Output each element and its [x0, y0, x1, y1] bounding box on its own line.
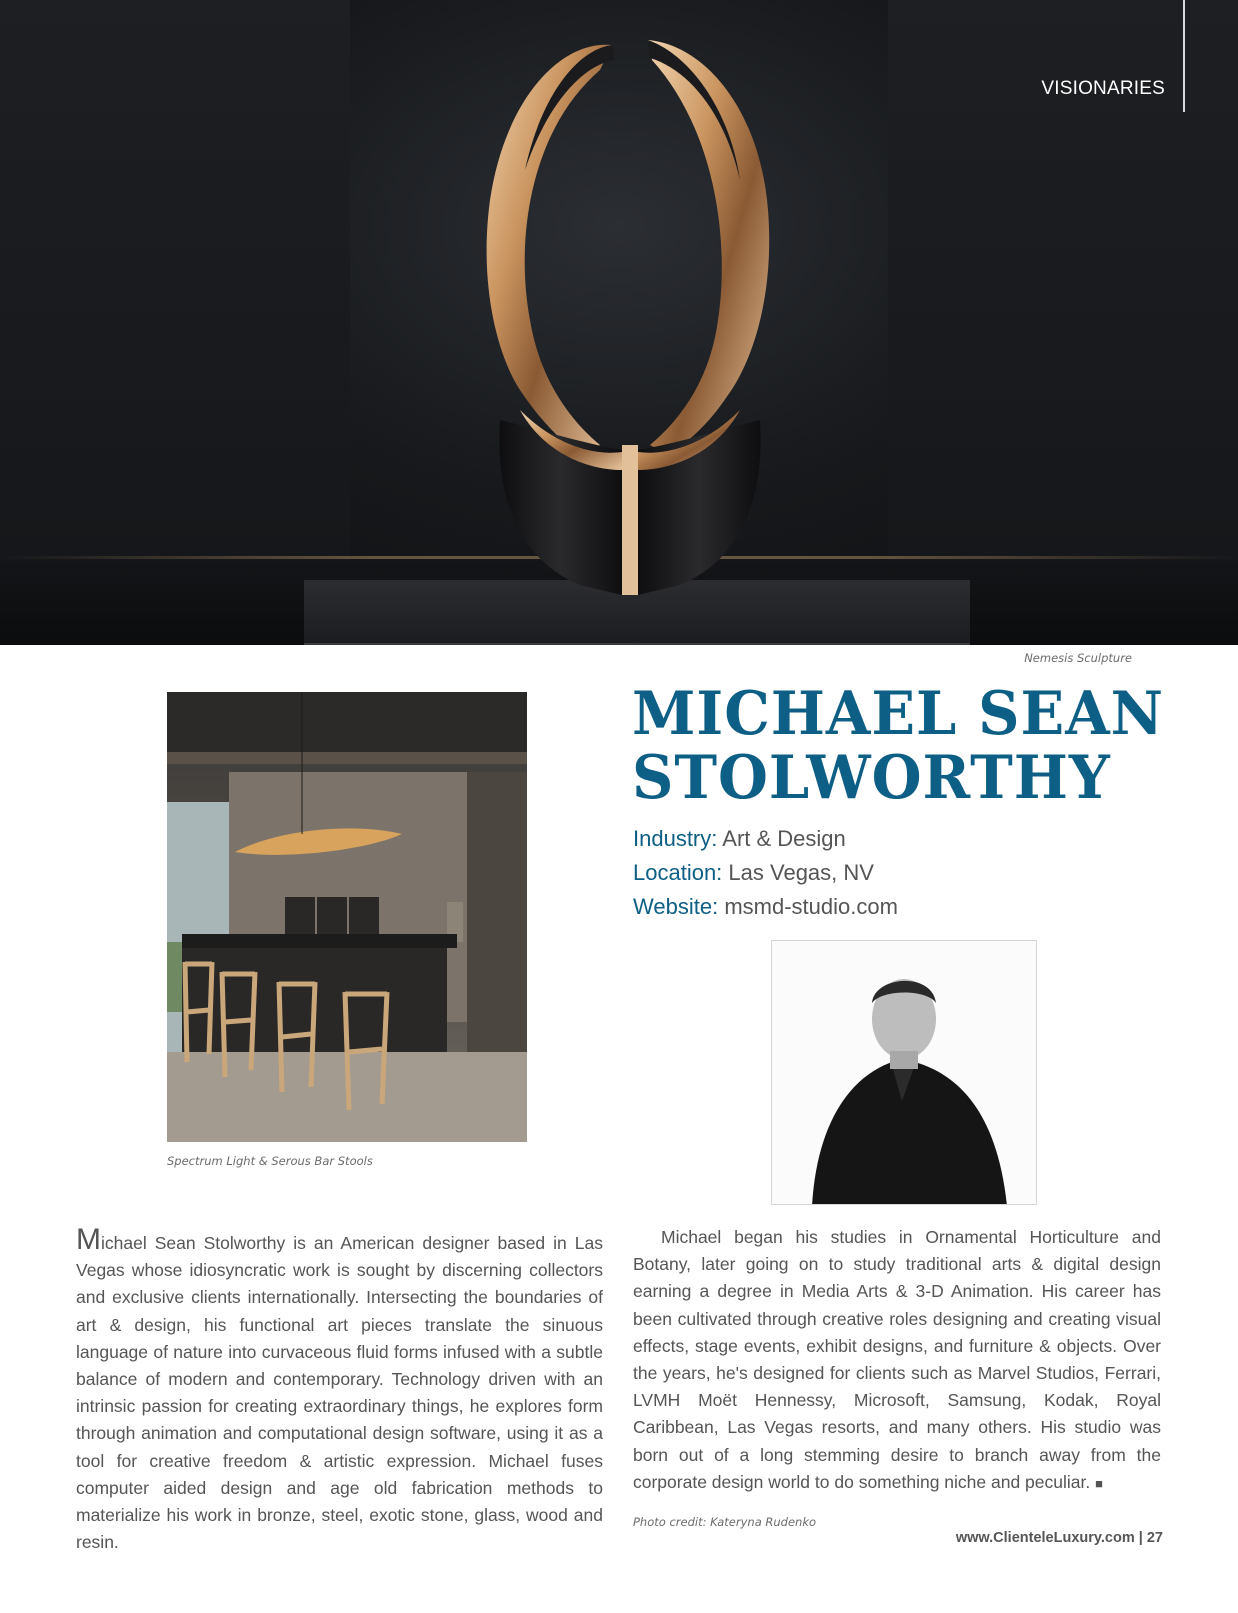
industry-label: Industry: — [633, 826, 718, 851]
designer-name — [632, 679, 1164, 813]
location-row — [633, 860, 874, 886]
section-tag: VISIONARIES — [1041, 78, 1165, 99]
designer-name-line2: STOLWORTHY — [632, 743, 1111, 813]
designer-name-line1: MICHAEL SEAN — [632, 679, 1164, 749]
kitchen-caption: Spectrum Light & Serous Bar Stools — [167, 1154, 373, 1168]
website-value: msmd-studio.com — [724, 894, 898, 919]
portrait-illustration — [772, 941, 1037, 1205]
footer-separator: | — [1138, 1530, 1143, 1546]
industry-value: Art & Design — [722, 826, 846, 851]
website-row — [633, 894, 898, 920]
footer-site: www.ClienteleLuxury.com — [955, 1530, 1135, 1546]
section-tag-rule — [1183, 0, 1185, 112]
industry-row — [633, 826, 846, 852]
location-label: Location: — [633, 860, 723, 885]
article-column-2-text: Michael began his studies in Ornamental Horticulture and Botany, later going on to study traditional arts & digital design earning a degree in Media Arts & 3-D Animation. His career has been cultivated through creative roles designing and creating visual effects, stage events, exhibit designs, and furniture & objects. Over the years, he's designed for clients such as Marvel Studios, Ferrari, LVMH Moët Hennessy, Microsoft, Samsung, Kodak, Royal Caribbean, Las Vegas resorts, and many others. His studio was born out of a long stemming desire to branch away from the corporate design world to do something niche and peculiar. — [633, 1227, 1161, 1492]
page-number: 27 — [1146, 1530, 1163, 1546]
article-column-1 — [76, 1223, 603, 1556]
article-column-1-text: ichael Sean Stolworthy is an American designer based in Las Vegas whose idiosyncratic work is sought by discerning collectors and exclusive clients internationally. Intersecting the boundaries of art & design, his functional art pieces translate the sinuous language of nature into curvaceous fluid forms infused with a subtle balance of modern and contemporary. Technology driven with an intrinsic passion for creating extraordinary things, he explores form through animation and computational design software, using it as a tool for creative freedom & artistic expression. Michael fuses computer aided design and age old fabrication methods to materialize his work in bronze, steel, exotic stone, glass, wood and resin. — [76, 1233, 603, 1553]
hero-caption: Nemesis Sculpture — [1024, 651, 1132, 665]
location-value: Las Vegas, NV — [728, 860, 874, 885]
drop-cap: M — [76, 1223, 101, 1256]
kitchen-photo — [167, 692, 527, 1142]
page-footer — [956, 1530, 1163, 1546]
end-mark: ■ — [1095, 1475, 1103, 1491]
article-column-2 — [633, 1224, 1161, 1497]
photo-credit: Photo credit: Kateryna Rudenko — [633, 1515, 817, 1529]
kitchen-illustration — [167, 692, 527, 1142]
designer-portrait — [771, 940, 1037, 1205]
website-label: Website: — [633, 894, 719, 919]
